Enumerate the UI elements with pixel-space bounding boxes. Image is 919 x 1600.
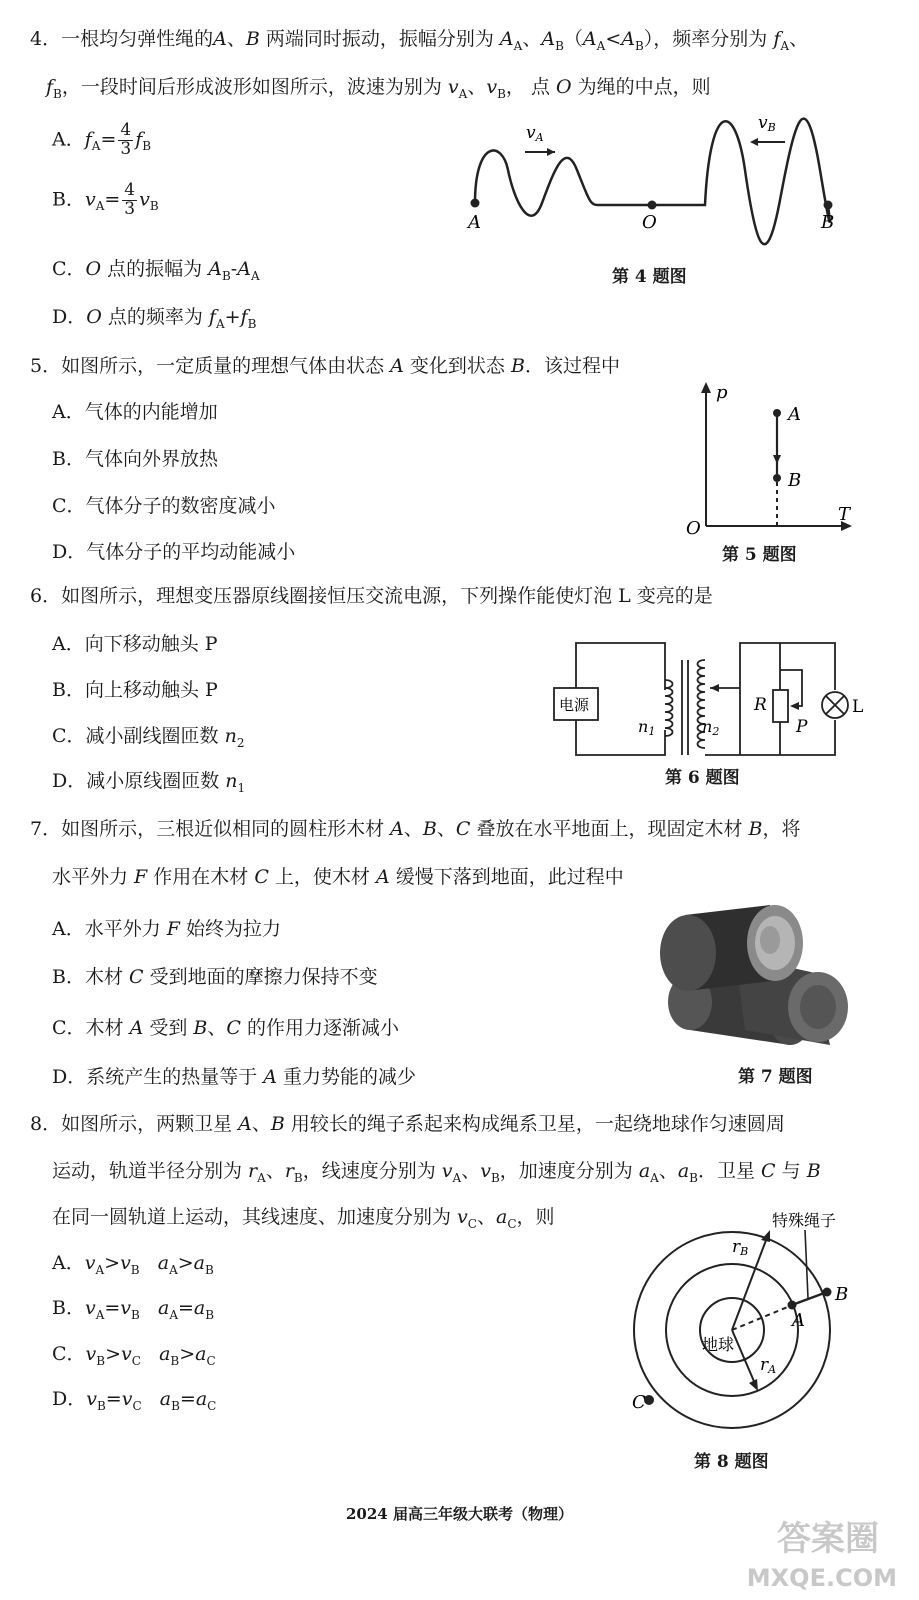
p-label: p: [716, 382, 728, 403]
label-b: B: [821, 212, 835, 233]
q8-caption: 第 8 题图: [694, 1452, 769, 1472]
n2-label: n2: [702, 717, 720, 738]
l-label: L: [852, 697, 864, 717]
q7-option-b[interactable]: B．木材 C 受到地面的摩擦力保持不变: [52, 966, 378, 988]
point-a: [471, 199, 480, 208]
source-label: 电源: [559, 696, 590, 714]
q4-wave-figure: [460, 110, 860, 270]
q5-option-c[interactable]: C．气体分子的数密度减小: [52, 495, 276, 517]
q6-option-a[interactable]: A．向下移动触头 P: [52, 633, 218, 655]
q8-option-b[interactable]: B．$v_A=v_B$ $a_A=a_B$: [52, 1297, 215, 1322]
q7-option-c[interactable]: C．木材 A 受到 B、C 的作用力逐渐减小: [52, 1017, 399, 1039]
label-a: A: [792, 1310, 805, 1331]
wave-b: [655, 119, 830, 245]
label-a: A: [468, 212, 481, 233]
earth-label: 地球: [702, 1335, 735, 1354]
point-o: [648, 201, 657, 210]
t-label: T: [838, 504, 851, 525]
watermark-text: MXQE.COM: [746, 1564, 897, 1592]
primary-coil: [665, 680, 673, 736]
q7-option-d[interactable]: D．系统产生的热量等于 A 重力势能的减少: [52, 1066, 417, 1088]
q6-stem: 6．如图所示，理想变压器原线圈接恒压交流电源，下列操作能使灯泡 L 变亮的是: [30, 585, 713, 607]
q8-stem-line3: 在同一圆轨道上运动，其线速度、加速度分别为 $v_C$、$a_C$，则: [52, 1206, 555, 1231]
p-label: P: [796, 717, 808, 737]
q8-stem-line1: 8．如图所示，两颗卫星 A、B 用较长的绳子系起来构成绳系卫星，一起绕地球作匀速圆周: [30, 1113, 785, 1135]
secondary-wire: [705, 643, 835, 755]
n1-label: n1: [638, 717, 656, 738]
q4-option-a[interactable]: A．$f_A=$ $\frac{4}{3}$ $f_B$: [52, 120, 152, 159]
q5-pT-figure: [680, 378, 860, 538]
q6-option-c[interactable]: C．减小副线圈匝数 $n_2$: [52, 725, 245, 750]
q5-caption: 第 5 题图: [722, 545, 797, 565]
q4-option-c[interactable]: C．O 点的振幅为 $A_B-A_A$: [52, 258, 260, 283]
r-label: R: [754, 695, 767, 715]
q5-stem: 5．如图所示，一定质量的理想气体由状态 A 变化到状态 B．该过程中: [30, 355, 620, 377]
q4-option-d[interactable]: D．O 点的频率为 $f_A+f_B$: [52, 306, 257, 331]
origin-label: O: [686, 518, 701, 539]
q8-option-d[interactable]: D．$v_B=v_C$ $a_B=a_C$: [52, 1388, 217, 1413]
ra-label: rA: [760, 1355, 777, 1376]
q8-stem-line2: 运动，轨道半径分别为 $r_A$、$r_B$，线速度分别为 $v_A$、$v_B$，加速度分别为 $a_A$、$a_B$．卫星 C 与 B: [52, 1160, 821, 1185]
q8-orbit-figure: [620, 1210, 870, 1440]
q7-option-a[interactable]: A．水平外力 F 始终为拉力: [52, 918, 281, 940]
q4-caption: 第 4 题图: [612, 267, 687, 287]
label-a: A: [788, 404, 801, 425]
q7-stem-line2: 水平外力 F 作用在木材 C 上，使木材 A 缓慢下落到地面，此过程中: [52, 866, 624, 888]
label-o: O: [642, 212, 657, 233]
q5-option-b[interactable]: B．气体向外界放热: [52, 448, 218, 470]
rb-label: rB: [732, 1237, 749, 1258]
q8-option-c[interactable]: C．$v_B>v_C$ $a_B>a_C$: [52, 1343, 216, 1368]
wave-a: [475, 151, 655, 216]
q6-option-d[interactable]: D．减小原线圈匝数 $n_1$: [52, 770, 246, 795]
satellite-a: [788, 1301, 797, 1310]
ra-vector: [732, 1330, 756, 1386]
q7-stem-line1: 7．如图所示，三根近似相同的圆柱形木材 A、B、C 叠放在水平地面上，现固定木材 B，将: [30, 818, 801, 840]
q6-option-b[interactable]: B．向上移动触头 P: [52, 679, 218, 701]
label-vb: vB: [758, 113, 776, 134]
q7-logs-photo: [640, 895, 860, 1055]
rheostat: [773, 690, 788, 722]
page-footer: 2024 届高三年级大联考（物理）: [346, 1505, 573, 1523]
q4-option-b[interactable]: B．$v_A=$ $\frac{4}{3}$ $v_B$: [52, 180, 159, 219]
q4-stem-line1: 4．一根均匀弹性绳的A、B 两端同时振动，振幅分别为 $A_A$、$A_B(A_A<A_B)$，频率分别为 $f_A$、: [30, 28, 809, 53]
q6-circuit-figure: [540, 640, 880, 760]
label-b: B: [788, 470, 802, 491]
q5-option-d[interactable]: D．气体分子的平均动能减小: [52, 541, 296, 563]
label-c: C: [632, 1392, 646, 1413]
label-va: vA: [526, 123, 544, 144]
watermark-logo: 答案圈: [777, 1519, 879, 1559]
q5-option-a[interactable]: A．气体的内能增加: [52, 401, 218, 423]
log-a: [660, 905, 803, 991]
q8-option-a[interactable]: A．$v_A>v_B$ $a_A>a_B$: [52, 1252, 214, 1277]
rope-label: 特殊绳子: [772, 1211, 837, 1230]
point-b: [824, 201, 833, 210]
q7-caption: 第 7 题图: [738, 1067, 813, 1087]
q4-stem-line2: $f_B$，一段时间后形成波形如图所示，波速为别为 $v_A$、$v_B$， 点 O 为绳的中点，则: [46, 76, 711, 101]
label-b: B: [835, 1284, 849, 1305]
q6-caption: 第 6 题图: [665, 768, 740, 788]
tether: [792, 1292, 827, 1305]
satellite-b: [823, 1288, 832, 1297]
state-b: [773, 474, 781, 482]
